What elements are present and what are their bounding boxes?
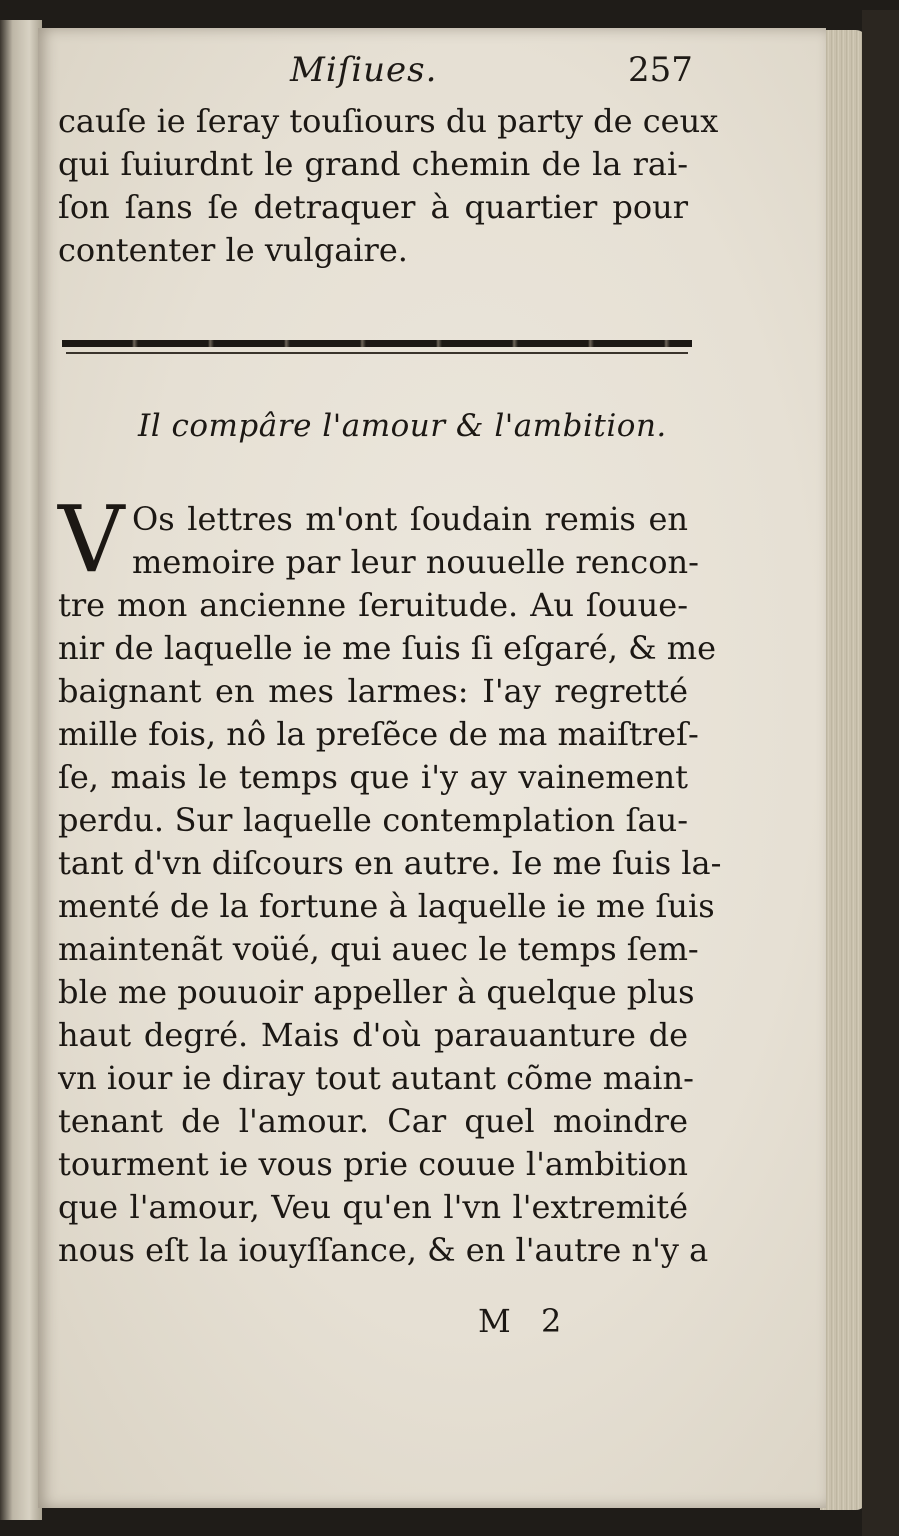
- text-line: qui ſuiurdnt le grand chemin de la rai-: [58, 145, 688, 183]
- text-line: menté de la fortune à laquelle ie me ſuis: [58, 887, 715, 925]
- book-cover-edge: [862, 10, 899, 1536]
- binding-strip: [0, 20, 42, 1520]
- text-line: memoire par leur nouuelle rencon-: [132, 543, 699, 581]
- text-line: mille fois, nô la preſẽce de ma maiſtreſ-: [58, 715, 699, 753]
- top-paragraph: [58, 100, 719, 272]
- text-line: cauſe ie ſeray touſiours du party de ceux: [58, 102, 719, 140]
- page-edges: [820, 30, 866, 1510]
- text-line: tenant de l'amour. Car quel moindre: [58, 1102, 688, 1140]
- text-line: tre mon ancienne ſeruitude. Au ſouue-: [58, 586, 688, 624]
- body-paragraph: [58, 498, 722, 1272]
- text-line: ſon ſans ſe detraquer à quartier pour: [58, 188, 688, 226]
- signature-mark: M 2: [478, 1302, 572, 1340]
- ornament-underline: [66, 352, 688, 354]
- text-line: que l'amour, Veu qu'en l'vn l'extremité: [58, 1188, 688, 1226]
- text-line: nir de laquelle ie me ſuis ſi eſgaré, & me: [58, 629, 717, 667]
- text-line: tourment ie vous prie couue l'ambition: [58, 1145, 688, 1183]
- text-line: ble me pouuoir appeller à quelque plus: [58, 973, 695, 1011]
- text-line: nous eſt la iouyſſance, & en l'autre n'y a: [58, 1231, 709, 1269]
- text-line: vn iour ie diray tout autant cõme main-: [58, 1059, 694, 1097]
- text-line: haut degré. Mais d'où parauanture de: [58, 1016, 688, 1054]
- text-line: tant d'vn diſcours en autre. Ie me ſuis la-: [58, 844, 722, 882]
- text-line: Os lettres m'ont ſoudain remis en: [132, 500, 688, 538]
- ornamental-rule: [62, 334, 692, 366]
- page-number: 257: [628, 50, 693, 90]
- text-line: perdu. Sur laquelle contemplation ſau-: [58, 801, 688, 839]
- drop-cap: V: [58, 486, 125, 593]
- text-line: contenter le vulgaire.: [58, 231, 408, 269]
- ornament-bar: [62, 340, 692, 347]
- text-line: ſe, mais le temps que i'y ay vainement: [58, 758, 688, 796]
- text-line: baignant en mes larmes: I'ay regretté: [58, 672, 688, 710]
- section-title: Il compâre l'amour & l'ambition.: [138, 408, 667, 444]
- text-line: maintenãt voüé, qui auec le temps ſem-: [58, 930, 699, 968]
- running-head: Miſiues.: [290, 50, 438, 90]
